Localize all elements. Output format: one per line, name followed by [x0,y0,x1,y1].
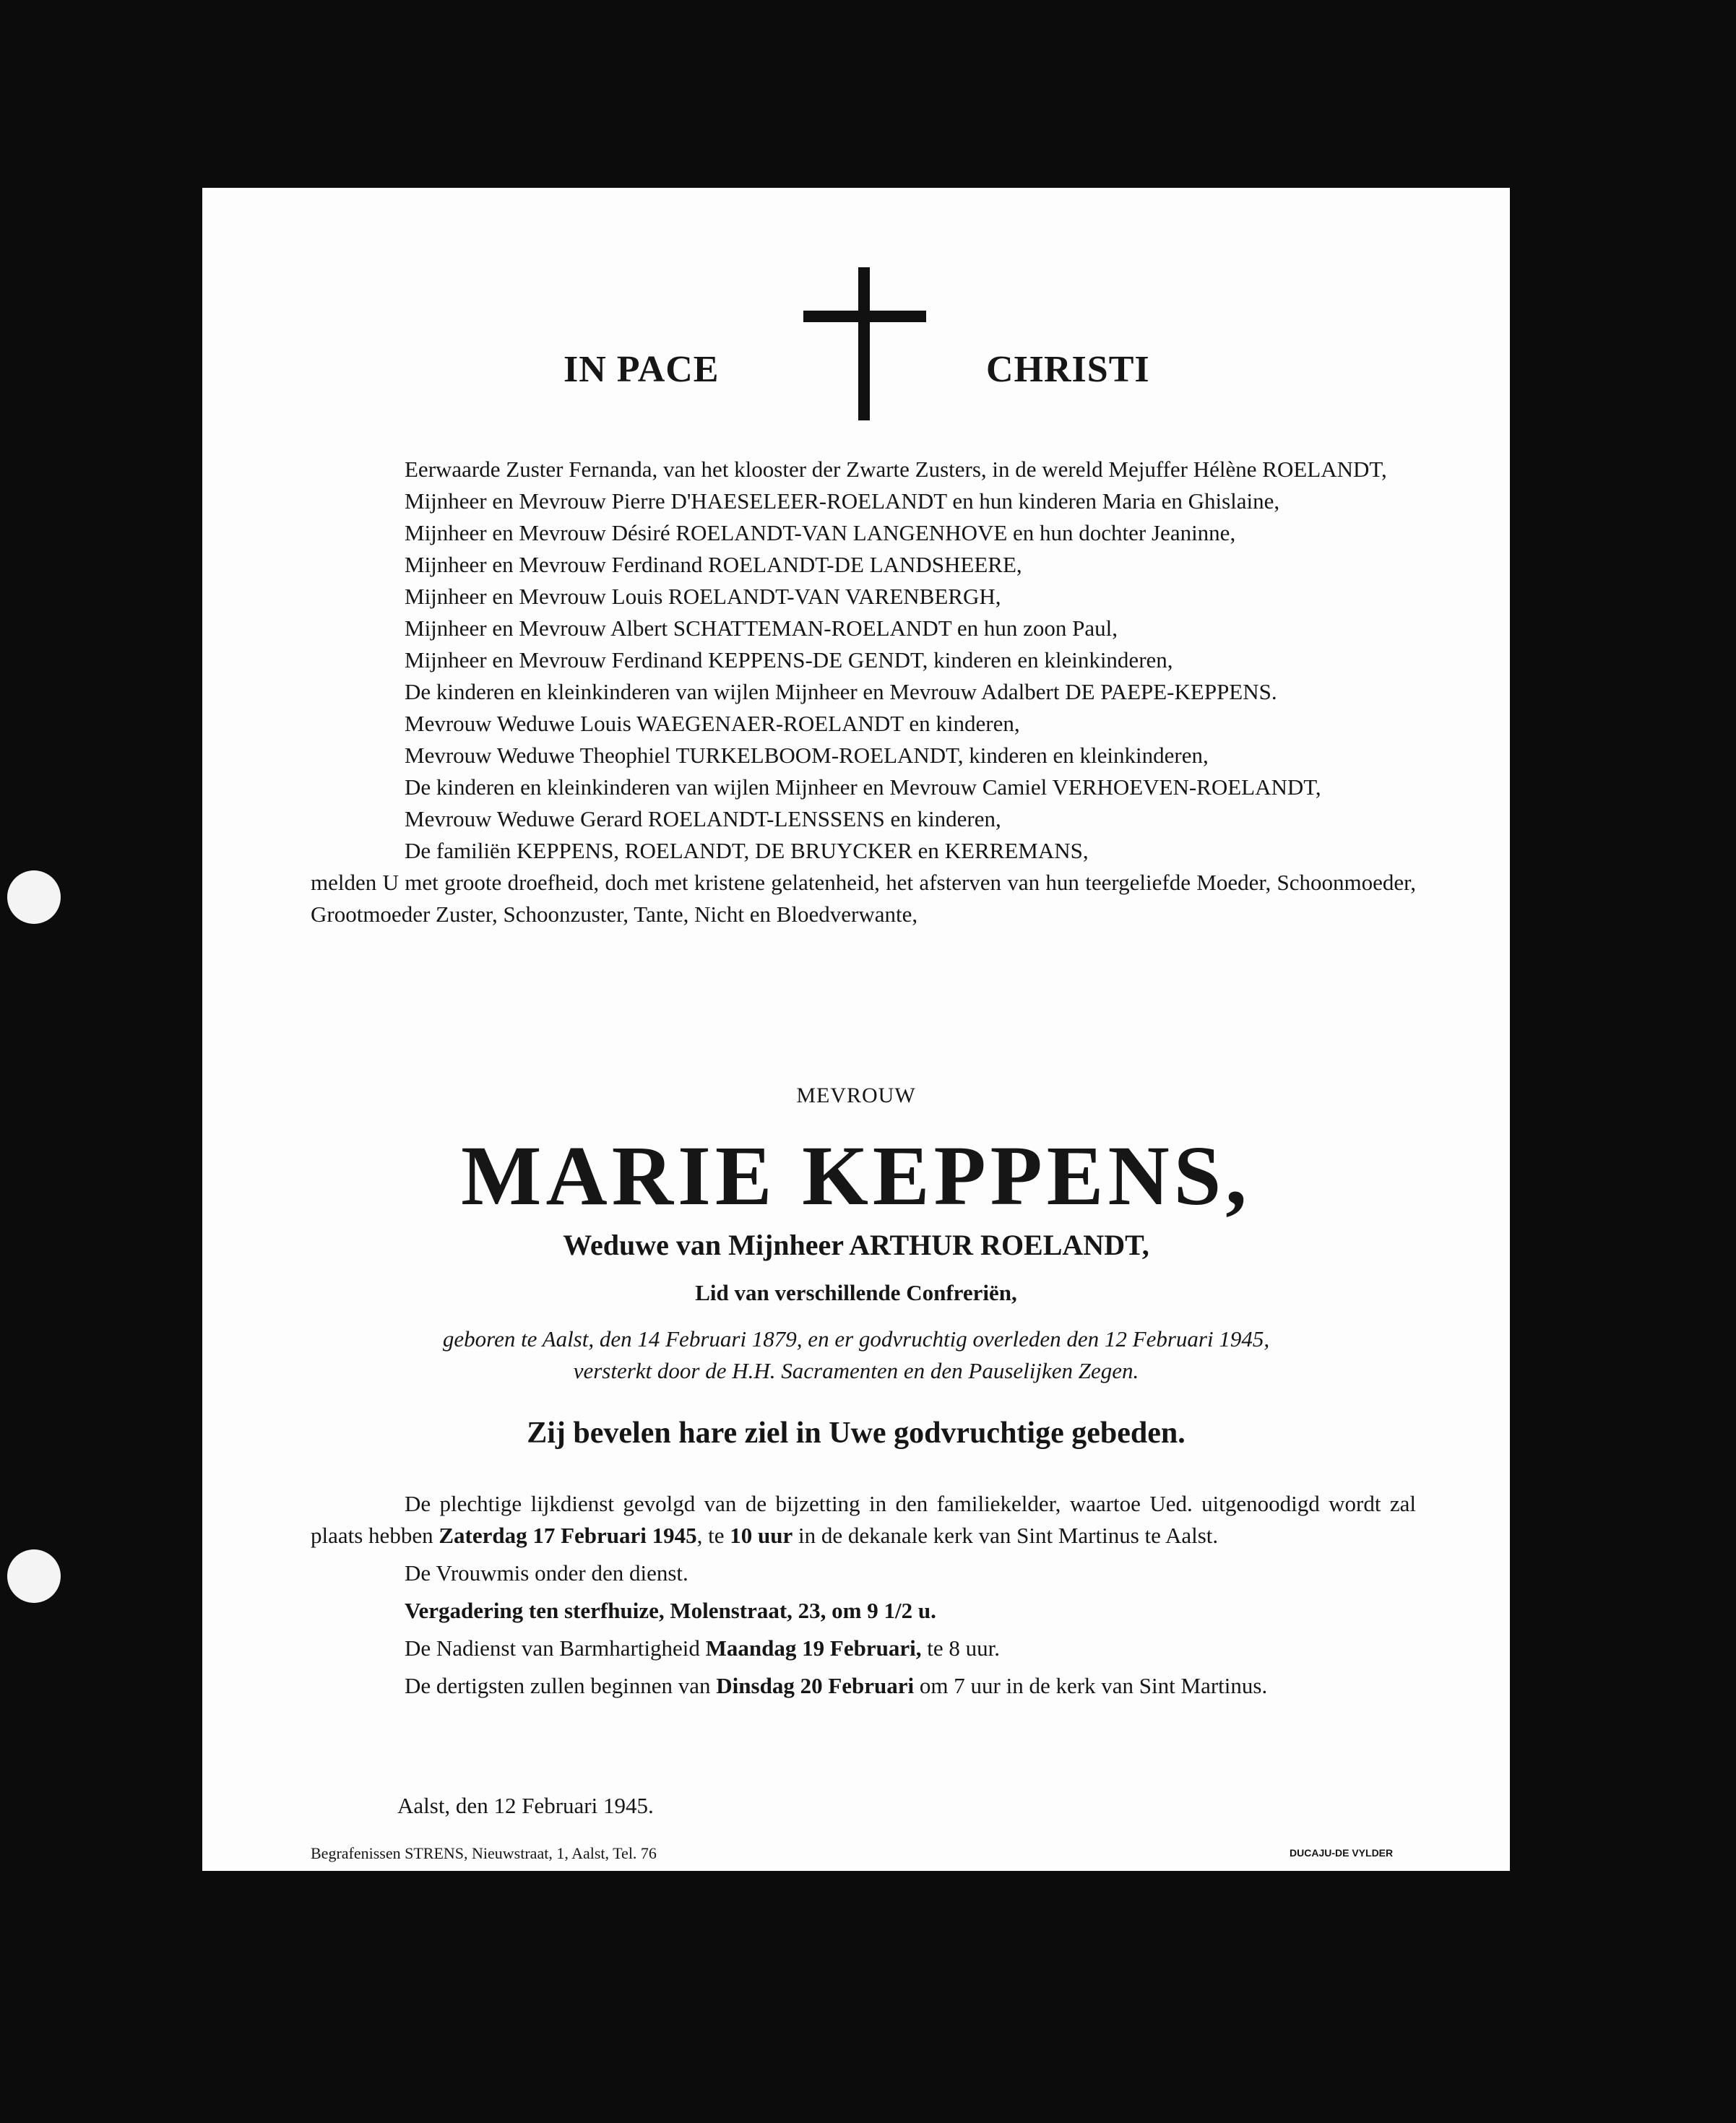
funeral-end: in de dekanale kerk van Sint Martinus te Aalst. [798,1523,1219,1548]
family-entry: De kinderen en kleinkinderen van wijlen Mijnheer en Mevrouw Camiel VERHOEVEN-ROELANDT, [405,774,1321,800]
funeral-mid: , te [696,1523,725,1548]
funeral-time: 10 uur [730,1523,793,1548]
family-entry: Mevrouw Weduwe Theophiel TURKELBOOM-ROELANDT, kinderen en kleinkinderen, [405,743,1209,768]
widow-of: Weduwe van Mijnheer ARTHUR ROELANDT, [563,1229,1149,1261]
thirtieth-end: om 7 uur in de kerk van Sint Martinus. [919,1673,1268,1698]
family-entry: Mijnheer en Mevrouw Désiré ROELANDT-VAN LANGENHOVE en hun dochter Jeaninne, [405,520,1236,545]
dated-line: Aalst, den 12 Februari 1945. [397,1793,654,1818]
family-entry: De familiën KEPPENS, ROELANDT, DE BRUYCKER en KERREMANS, [405,838,1089,863]
mercy-intro: De Nadienst van Barmhartigheid [405,1635,700,1661]
prayer-line: Zij bevelen hare ziel in Uwe godvruchtige gebeden. [527,1417,1186,1450]
birth-death-info [202,1323,1510,1387]
punch-hole [7,1549,61,1603]
mercy-date: Maandag 19 Februari, [705,1635,922,1661]
family-entry: Mijnheer en Mevrouw Albert SCHATTEMAN-ROELANDT en hun zoon Paul, [405,615,1118,641]
printer-footer: DUCAJU-DE VYLDER [1290,1847,1394,1859]
sacraments-line: versterkt door de H.H. Sacramenten en den Pauselijken Zegen. [573,1358,1139,1383]
family-entry: Eerwaarde Zuster Fernanda, van het klooster der Zwarte Zusters, in de wereld Mejuffer Hélène ROELANDT, [405,457,1387,482]
deceased-title: MEVROUW [796,1084,916,1107]
family-entry: Mijnheer en Mevrouw Ferdinand KEPPENS-DE GENDT, kinderen en kleinkinderen, [405,647,1173,673]
family-list [311,454,1416,930]
deceased-name: MARIE KEPPENS, [461,1128,1251,1223]
family-entry: De kinderen en kleinkinderen van wijlen Mijnheer en Mevrouw Adalbert DE PAEPE-KEPPENS. [405,679,1277,704]
undertaker-footer: Begrafenissen STRENS, Nieuwstraat, 1, Aalst, Tel. 76 [311,1844,657,1862]
mass-line: De Vrouwmis onder den dienst. [405,1560,688,1586]
family-entry: Mevrouw Weduwe Gerard ROELANDT-LENSSENS en kinderen, [405,806,1001,831]
thirtieth-paragraph [311,1670,1416,1702]
membership: Lid van verschillende Confreriën, [695,1280,1017,1305]
funeral-date: Zaterdag 17 Februari 1945 [439,1523,697,1548]
gathering-line: Vergadering ten sterfhuize, Molenstraat, 23, om 9 1/2 u. [405,1598,936,1623]
funeral-intro: De plechtige lijkdienst gevolgd van de bijzetting in den familiekelder, waartoe Ued. uitgenoodigd wordt zal plaats hebben [311,1491,1416,1548]
thirtieth-intro: De dertigsten zullen beginnen van [405,1673,711,1698]
family-entry: Mevrouw Weduwe Louis WAEGENAER-ROELANDT en kinderen, [405,711,1020,736]
header-in-pace: IN PACE [563,349,720,390]
announcement-text: melden U met groote droefheid, doch met kristene gelatenheid, het afsterven van hun teergeliefde Moeder, Schoonmoeder, Grootmoeder Zuster, Schoonzuster, Tante, Nicht en Bloedverwante, [311,870,1416,927]
death-notice-card [202,188,1510,1871]
family-entry: Mijnheer en Mevrouw Ferdinand ROELANDT-DE LANDSHEERE, [405,552,1022,577]
family-entry: Mijnheer en Mevrouw Pierre D'HAESELEER-ROELANDT en hun kinderen Maria en Ghislaine, [405,488,1280,514]
funeral-paragraph [311,1488,1416,1552]
notice-header [202,267,1510,426]
punch-hole [7,870,61,924]
service-details [311,1488,1416,1708]
cross-icon [803,267,926,420]
birth-death-line: geboren te Aalst, den 14 Februari 1879, en er godvruchtig overleden den 12 Februari 1945, [442,1326,1270,1352]
mercy-end: te 8 uur. [927,1635,1000,1661]
mercy-paragraph [311,1633,1416,1664]
header-christi: CHRISTI [986,349,1150,390]
family-entry: Mijnheer en Mevrouw Louis ROELANDT-VAN VARENBERGH, [405,584,1001,609]
thirtieth-date: Dinsdag 20 Februari [716,1673,915,1698]
